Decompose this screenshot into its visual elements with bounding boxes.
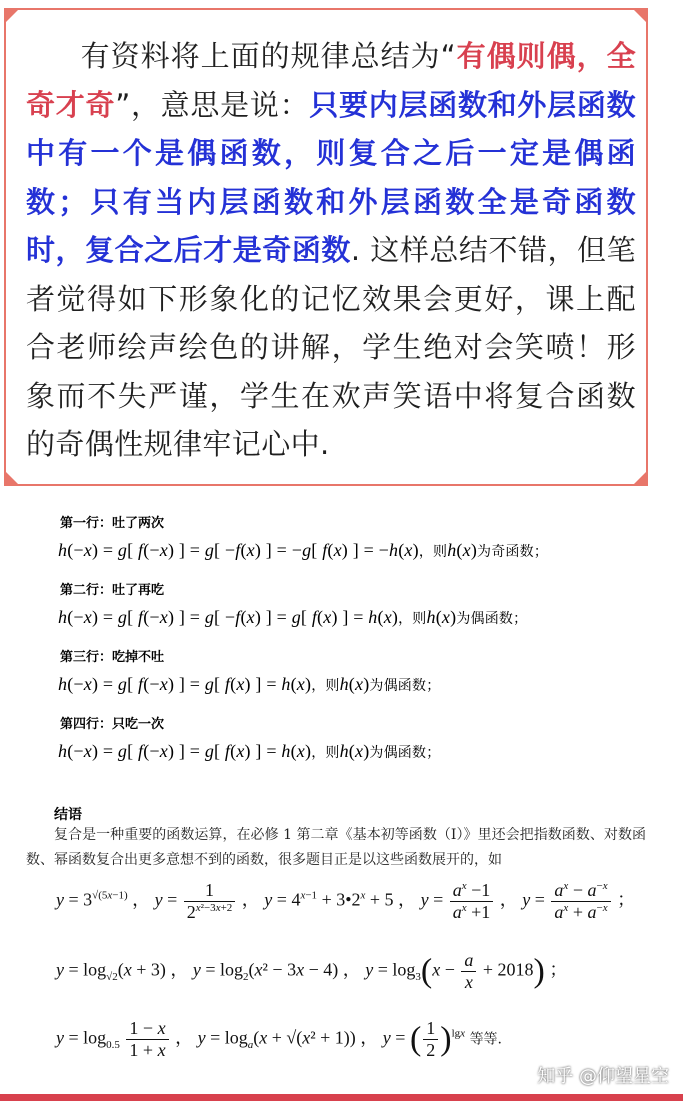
row-formula: h(−x) = g[ f(−x) ] = g[ f(x) ] = h(x)，则h(x)为偶函数； (58, 674, 441, 694)
intro-text: . 这样总结不错，但笔者觉得如下形象化的记忆效果会更好，课上配合老师绘声绘色的讲解，学生绝对会笑喷！形象而不失严谨，学生在欢声笑语中将复合函数的奇偶性规律牢记心中. (26, 233, 636, 461)
corner-decoration (632, 8, 648, 24)
row-heading: 第三行：吃掉不吐 (60, 649, 165, 664)
corner-decoration (632, 470, 648, 486)
row-formula: h(−x) = g[ f(−x) ] = g[ f(x) ] = h(x)，则h(x)为偶函数； (58, 741, 441, 761)
row-formula: h(−x) = g[ f(−x) ] = g[ −f(x) ] = g[ f(x) ] = h(x)，则h(x)为偶函数； (58, 607, 528, 627)
summary-body: 复合是一种重要的函数运算，在必修 1 第二章《基本初等函数（Ⅰ）》里还会把指数函数、对数函数、幂函数复合出更多意想不到的函数，很多题目正是以这些函数展开的，如 (26, 827, 646, 868)
intro-text: ”，意思是说： (115, 87, 310, 122)
highlight-red: 有偶则偶，全奇才奇 (26, 39, 636, 122)
intro-paragraph (26, 32, 636, 469)
watermark: 知乎 @仰望星空 (537, 1066, 669, 1087)
row-heading: 第一行：吐了两次 (60, 515, 165, 530)
formula-line-1: $y = 3^{√(5x-1)}$ ， y = $\frac{1}{2^{x^2-3x+2}}$ ， $y = 4^{x-1}$ + $3•2^x + 5$ ， y = $\frac{a^x -1}{a^x +1}$ ， y = $\frac{a^x - a^{-x}}{a^x + a^{-x}}$ ； (56, 880, 636, 922)
row-heading: 第二行：吐了再吃 (60, 582, 165, 597)
corner-decoration (4, 470, 20, 486)
summary-title: 结语 (54, 807, 82, 823)
intro-box (4, 8, 648, 486)
formula-line-3: $y = \log_{0.5}$ $\frac{1 - x}{1 + x}$ ， $y = \log_a(x + √(x^2 + 1))$ ， y = ( $\frac{1}{2}$ )$^{lgx}$ 等等. (56, 1018, 503, 1060)
row-heading: 第四行：只吃一次 (60, 716, 165, 731)
highlight-blue: 只要内层函数和外层函数中有一个是偶函数，则复合之后一定是偶函数；只有当内层函数和外层函数全是奇函数时，复合之后才是奇函数 (26, 87, 636, 267)
corner-decoration (4, 8, 20, 24)
intro-text: 有资料将上面的规律总结为“ (80, 39, 456, 73)
formula-line-2: $y = \log_{√2}(x + 3)$ ， $y = \log_2(x^2 - 3x - 4)$ ， $y = \log_3(x$ − $\frac{a}{x}$ + 2018) ； (56, 950, 568, 992)
bottom-bar (0, 1094, 683, 1101)
row-formula: h(−x) = g[ f(−x) ] = g[ −f(x) ] = −g[ f(x) ] = −h(x)，则h(x)为奇函数； (58, 540, 549, 560)
